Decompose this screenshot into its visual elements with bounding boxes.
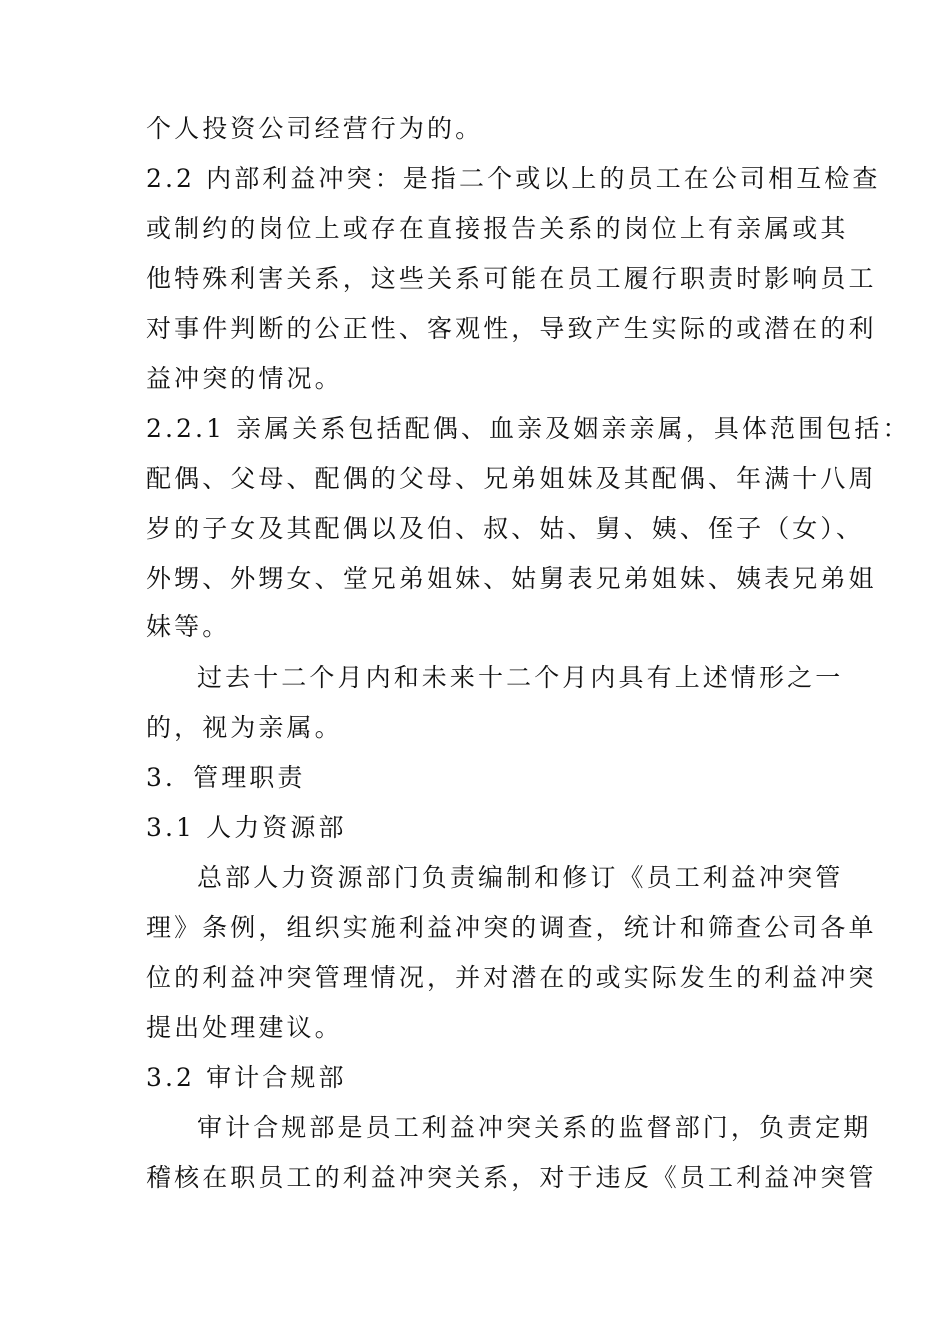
paragraph-line: 位的利益冲突管理情况，并对潜在的或实际发生的利益冲突: [146, 963, 877, 992]
section-2-2-line: 2.2 内部利益冲突：是指二个或以上的员工在公司相互检查: [146, 164, 881, 193]
paragraph-line: 岁的子女及其配偶以及伯、叔、姑、舅、姨、侄子（女）、: [146, 514, 865, 543]
paragraph-line: 总部人力资源部门负责编制和修订《员工利益冲突管: [197, 863, 844, 892]
section-3-1-heading: 3.1 人力资源部: [146, 813, 347, 842]
paragraph-line: 稽核在职员工的利益冲突关系，对于违反《员工利益冲突管: [146, 1163, 877, 1192]
paragraph-line: 外甥、外甥女、堂兄弟姐妹、姑舅表兄弟姐妹、姨表兄弟姐: [146, 564, 877, 593]
paragraph-line: 审计合规部是员工利益冲突关系的监督部门，负责定期: [197, 1113, 872, 1142]
paragraph-line: 益冲突的情况。: [146, 364, 343, 393]
paragraph-line: 配偶、父母、配偶的父母、兄弟姐妹及其配偶、年满十八周: [146, 464, 877, 493]
paragraph-line: 妹等。: [146, 612, 231, 641]
section-2-2-1-line: 2.2.1 亲属关系包括配偶、血亲及姻亲亲属，具体范围包括：: [146, 414, 911, 443]
paragraph-line: 个人投资公司经营行为的。: [146, 114, 484, 143]
section-3-heading: 3．管理职责: [146, 763, 306, 792]
paragraph-line: 或制约的岗位上或存在直接报告关系的岗位上有亲属或其: [146, 214, 849, 243]
paragraph-line: 他特殊利害关系，这些关系可能在员工履行职责时影响员工: [146, 264, 877, 293]
paragraph-line: 的，视为亲属。: [146, 713, 343, 742]
section-3-2-heading: 3.2 审计合规部: [146, 1063, 347, 1092]
paragraph-line: 过去十二个月内和未来十二个月内具有上述情形之一: [197, 663, 844, 692]
paragraph-line: 提出处理建议。: [146, 1013, 343, 1042]
paragraph-line: 对事件判断的公正性、客观性，导致产生实际的或潜在的利: [146, 314, 877, 343]
paragraph-line: 理》条例，组织实施利益冲突的调查，统计和筛查公司各单: [146, 913, 877, 942]
